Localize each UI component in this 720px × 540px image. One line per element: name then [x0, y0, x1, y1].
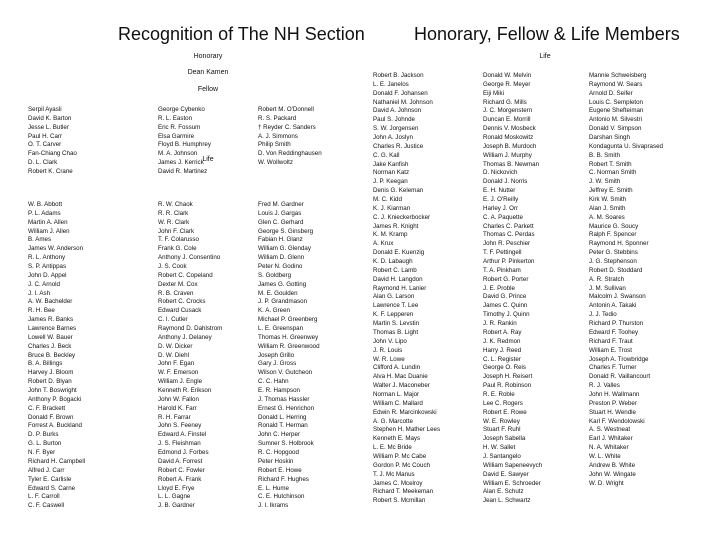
- member-name: George R. Meyer: [483, 80, 531, 88]
- member-name: Martin S. Levstin: [373, 320, 420, 328]
- member-name: J. M. Sullivan: [589, 284, 626, 292]
- member-name: Thomas H. Greenwey: [258, 333, 319, 341]
- member-name: E. H. Nutter: [483, 187, 516, 195]
- member-name: T. F. Pettingell: [483, 249, 522, 257]
- member-name: C. C. Hahn: [258, 378, 289, 386]
- member-name: K. J. Kiarman: [373, 204, 411, 212]
- member-name: John A. Joslyn: [373, 134, 413, 142]
- member-name: R. L. Anthony: [28, 254, 66, 262]
- member-name: Michael P. Greenberg: [258, 316, 318, 324]
- member-name: William P. Mc Cabe: [373, 452, 427, 460]
- member-name: R. B. Craven: [158, 289, 194, 297]
- member-name: Robert M. O'Donnell: [258, 106, 314, 113]
- member-name: O. T. Carver: [28, 141, 62, 149]
- member-name: Edward Cusack: [158, 307, 202, 315]
- member-name: Peter G. Stebbins: [589, 249, 638, 257]
- member-name: John T. Boswright: [28, 387, 77, 395]
- member-name: Sumner S. Holbrook: [258, 440, 314, 448]
- member-name: T. F. Colarusso: [158, 236, 199, 244]
- member-name: T. A. Pinkham: [483, 266, 521, 274]
- member-name: David A. Johnson: [373, 107, 422, 115]
- member-name: Elsa Garmire: [158, 132, 195, 140]
- member-name: Joseph Grillo: [258, 351, 295, 359]
- member-name: Robert C. Crocks: [158, 298, 206, 306]
- member-name: A. M. Soares: [589, 213, 625, 221]
- member-name: J. Santangelo: [483, 452, 521, 460]
- member-name: Charles F. Turner: [589, 364, 637, 372]
- member-name: Richard H. Campbell: [28, 457, 86, 465]
- member-name: David G. Prince: [483, 293, 527, 301]
- life-column-2: [158, 201, 222, 511]
- member-name: W. Wollwoltz: [258, 159, 293, 167]
- member-name: Robert D. Stoddard: [589, 266, 643, 274]
- member-name: Anthony P. Bogacki: [28, 395, 82, 403]
- member-name: Harold K. Farr: [158, 404, 197, 412]
- member-name: C. A. Paquette: [483, 213, 523, 221]
- member-name: Bruce B. Beckley: [28, 351, 76, 359]
- member-name: Eiji Miki: [483, 89, 504, 97]
- member-name: Richard F. Hughes: [258, 475, 309, 483]
- member-name: David K. Barton: [28, 114, 72, 122]
- member-name: Thomas B. Newman: [483, 160, 540, 168]
- member-name: Alan G. Larson: [373, 293, 415, 301]
- member-name: Thomas C. Perdas: [483, 231, 535, 239]
- member-name: R. E. Roble: [483, 390, 515, 398]
- member-name: Ronald Moskowitz: [483, 134, 534, 142]
- member-name: Martin A. Allen: [28, 218, 68, 226]
- member-name: James C. Quinn: [483, 302, 528, 310]
- member-name: Timothy J. Quinn: [483, 311, 530, 319]
- member-name: William Sapeneevych: [483, 461, 543, 469]
- member-name: Harvey J. Bloom: [28, 369, 74, 377]
- member-name: G. L. Burton: [28, 440, 62, 448]
- member-name: Donald V. Simpson: [589, 125, 642, 133]
- member-name: C. I. Cutler: [158, 316, 188, 324]
- member-name: Floyd B. Humphrey: [158, 141, 211, 149]
- member-name: Kirk W. Smith: [589, 196, 627, 204]
- member-name: Antonin A. Takaki: [589, 302, 637, 310]
- member-name: W. R. Lowe: [373, 355, 405, 363]
- member-name: David E. Sawyer: [483, 470, 529, 478]
- honorary-heading: Honorary: [193, 53, 223, 60]
- member-name: Raymond W. Sears: [589, 80, 643, 88]
- member-name: L. F. Carroll: [28, 493, 60, 501]
- member-name: R. L. Easton: [158, 114, 193, 122]
- member-name: William E. Trost: [589, 346, 632, 354]
- member-name: Joseph A. Trowbridge: [589, 355, 649, 363]
- member-name: William D. Glenn: [258, 254, 305, 262]
- member-name: Robert D. Blyan: [28, 378, 72, 386]
- member-name: J. E. Proble: [483, 284, 515, 292]
- member-name: Donald E. Kuenzig: [373, 249, 425, 257]
- member-name: J. S. Cook: [158, 263, 187, 271]
- member-name: B. A. Billings: [28, 360, 63, 368]
- member-name: James J. Kerrick: [158, 159, 204, 167]
- life-column-4: [373, 72, 440, 506]
- member-name: Harry J. Reed: [483, 346, 522, 354]
- member-name: L. E. Greenspan: [258, 325, 304, 333]
- member-name: Robert C. Copeland: [158, 271, 213, 279]
- member-name: Paul R. Robinson: [483, 382, 532, 390]
- member-name: James R. Knight: [373, 222, 419, 230]
- member-name: Karl F. Wendolowski: [589, 417, 645, 425]
- member-name: Donald J. Norris: [483, 178, 528, 186]
- member-name: George S. Ginsberg: [258, 227, 314, 235]
- member-name: Duncan E. Morrill: [483, 116, 531, 124]
- member-name: David R. Martinez: [158, 168, 208, 176]
- member-name: K. D. Labaugh: [373, 258, 413, 266]
- member-name: Mannie Schweisberg: [589, 72, 647, 79]
- member-name: Kenneth R. Erikson: [158, 387, 212, 395]
- member-name: Glen C. Gerhard: [258, 218, 304, 226]
- member-name: R. S. Packard: [258, 114, 297, 122]
- member-name: Norman Katz: [373, 169, 410, 177]
- member-name: Richard P. Thurston: [589, 320, 644, 328]
- member-name: Alva H. Mac Duanie: [373, 373, 428, 381]
- member-name: Charles C. Parkett: [483, 222, 534, 230]
- member-name: W. E. Rowley: [483, 417, 520, 425]
- member-name: John H. Wallmann: [589, 390, 640, 398]
- member-name: P. L. Adams: [28, 209, 61, 217]
- member-name: Joseph B. Murdoch: [483, 142, 537, 150]
- member-name: John F. Clark: [158, 227, 195, 235]
- member-name: S. Goldberg: [258, 271, 292, 279]
- member-name: J. C. Morgenstern: [483, 107, 533, 115]
- member-name: Clifford A. Lundin: [373, 364, 421, 372]
- member-name: Lloyd E. Frye: [158, 484, 195, 492]
- life-column-6: [589, 72, 663, 488]
- member-name: C. J. Knieckerbocker: [373, 213, 431, 221]
- member-name: Robert C. Fowler: [158, 466, 205, 474]
- member-name: Donald R. Vaillancourt: [589, 373, 651, 381]
- member-name: Ronald T. Herman: [258, 422, 308, 430]
- member-name: J. G. Stephenson: [589, 258, 637, 266]
- member-name: Wilson V. Gutcheon: [258, 369, 313, 377]
- member-name: Gordon P. Mc Couch: [373, 461, 430, 469]
- member-name: Serpil Ayasli: [28, 106, 62, 113]
- member-name: Robert K. Crane: [28, 168, 73, 176]
- member-name: Robert A. Ray: [483, 328, 522, 336]
- member-name: Jake Kanfish: [373, 160, 409, 168]
- member-name: E. R. Hampson: [258, 387, 300, 395]
- member-name: Peter Hoskin: [258, 457, 294, 465]
- member-name: John R. Peschier: [483, 240, 531, 248]
- life-label-right: Life: [539, 53, 551, 60]
- member-name: S. W. Jorgensen: [373, 125, 419, 133]
- member-name: W. F. Emerson: [158, 369, 199, 377]
- member-name: Harley J. Orr: [483, 204, 519, 212]
- member-name: Donald W. Melvin: [483, 72, 532, 79]
- member-name: D. Nickovich: [483, 169, 518, 177]
- left-page-title: Recognition of The NH Section: [118, 24, 365, 44]
- member-name: Lawrence T. Lee: [373, 302, 419, 310]
- member-name: R. J. Valles: [589, 382, 620, 390]
- member-name: C. E. Hutchinson: [258, 493, 305, 501]
- member-name: Thomas B. Light: [373, 328, 419, 336]
- member-name: Alan E. Schutz: [483, 488, 524, 496]
- member-name: R. H. Farrar: [158, 413, 191, 421]
- member-name: C. Norman Smith: [589, 169, 637, 177]
- member-name: Denis G. Keleman: [373, 187, 424, 195]
- member-name: Lawrence Barnes: [28, 325, 77, 333]
- member-name: Lowell W. Bauer: [28, 333, 73, 341]
- member-name: Robert T. Smith: [589, 160, 632, 168]
- member-name: J. I. Ikrams: [258, 502, 289, 510]
- member-name: Gary J. Gross: [258, 360, 297, 368]
- member-name: L. E. Mc Bride: [373, 444, 412, 452]
- member-name: L. E. Janelos: [373, 80, 409, 88]
- member-name: D. L. Clark: [28, 159, 58, 167]
- member-name: Alfred J. Carr: [28, 466, 65, 474]
- member-name: J. K. Redmon: [483, 337, 521, 345]
- member-name: R. C. Hopgood: [258, 449, 299, 457]
- member-name: Jeffrey E. Smith: [589, 187, 633, 195]
- member-name: Tyler E. Carlisle: [28, 475, 72, 483]
- member-name: William E. Schroeder: [483, 479, 541, 487]
- member-name: R. W. Chaok: [158, 201, 193, 208]
- member-name: Dexter M. Cox: [158, 280, 198, 288]
- member-name: Raymond H. Lanier: [373, 284, 427, 292]
- member-name: R. H. Bee: [28, 307, 55, 315]
- member-name: William J. Murphy: [483, 151, 532, 159]
- member-name: C. F. Caswell: [28, 502, 65, 510]
- member-name: K. A. Green: [258, 307, 290, 315]
- member-name: Donald F. Brown: [28, 413, 74, 421]
- member-name: Richard G. Mills: [483, 98, 527, 106]
- member-name: James G. Gotting: [258, 280, 307, 288]
- life-column-1: [28, 201, 85, 511]
- member-name: James R. Banks: [28, 316, 74, 324]
- fellow-column-3: [258, 106, 322, 168]
- member-name: Ernest G. Henrichon: [258, 404, 315, 412]
- member-name: Kenneth E. Mays: [373, 435, 421, 443]
- member-name: C. G. Kall: [373, 151, 400, 159]
- fellow-heading: Fellow: [197, 86, 219, 93]
- member-name: W. B. Abbott: [28, 201, 63, 208]
- member-name: David H. Langdon: [373, 275, 423, 283]
- life-heading: Life: [202, 156, 214, 163]
- life-column-3: [258, 201, 320, 511]
- member-name: Donald F. Johansen: [373, 89, 428, 97]
- member-name: Joseph H. Reisert: [483, 373, 533, 381]
- member-name: E. J. O'Reilly: [483, 196, 519, 204]
- member-name: D. W. Dicker: [158, 342, 193, 350]
- member-name: Raymond H. Sponner: [589, 240, 649, 248]
- member-name: Edwin R. Marcinkowski: [373, 408, 437, 416]
- member-name: Andrew B. White: [589, 461, 636, 469]
- member-name: Ralph F. Spencer: [589, 231, 637, 239]
- member-name: John V. Lipo: [373, 337, 407, 345]
- member-name: John F. Egan: [158, 360, 195, 368]
- member-name: Raymond D. Dahlstrom: [158, 325, 223, 333]
- member-name: Peter N. Godino: [258, 263, 303, 271]
- member-name: Paul H. Carr: [28, 132, 63, 140]
- member-name: D. Von Reddinghausen: [258, 150, 322, 158]
- member-name: Edmond J. Forbes: [158, 449, 209, 457]
- member-name: D. P. Burks: [28, 431, 59, 439]
- member-name: M. E. Goulden: [258, 289, 298, 297]
- member-name: John D. Appel: [28, 271, 67, 279]
- member-name: N. A. Whitaker: [589, 444, 629, 452]
- member-name: Paul S. Johnde: [373, 116, 415, 124]
- member-name: K. M. Kramp: [373, 231, 408, 239]
- member-name: Malcolm J. Swanson: [589, 293, 646, 301]
- member-name: Jean L. Schwartz: [483, 497, 531, 505]
- member-name: B. Ames: [28, 236, 52, 244]
- member-name: Robert G. Porter: [483, 275, 529, 283]
- member-name: Arnold D. Seifer: [589, 89, 633, 97]
- member-name: George O. Reis: [483, 364, 526, 372]
- honorary-member: Dean Kamen: [187, 69, 229, 76]
- member-name: Robert S. Mcmillan: [373, 497, 426, 505]
- member-name: Fred M. Gardner: [258, 201, 304, 208]
- member-name: Jesse L. Butler: [28, 123, 69, 131]
- member-name: Stuart F. Ruhl: [483, 426, 521, 434]
- member-name: N. F. Byer: [28, 449, 56, 457]
- member-name: † Reyder C. Sanders: [258, 123, 316, 131]
- member-name: W. L. White: [589, 452, 621, 460]
- member-name: William J. Allen: [28, 227, 70, 235]
- member-name: Edward S. Carne: [28, 484, 76, 492]
- member-name: J. I. Ash: [28, 289, 51, 297]
- member-name: J. R. Rankin: [483, 320, 517, 328]
- member-name: Anthony J. Consentino: [158, 254, 221, 262]
- member-name: Edward F. Toohey: [589, 328, 639, 336]
- member-name: J. S. Fleishman: [158, 440, 201, 448]
- member-name: C. F. Brackett: [28, 404, 66, 412]
- member-name: James C. Mcelroy: [373, 479, 423, 487]
- member-name: Robert E. Howe: [258, 466, 302, 474]
- member-name: William C. Mallard: [373, 399, 423, 407]
- member-name: Frank G. Cole: [158, 245, 197, 253]
- member-name: Eric R. Fossum: [158, 123, 201, 131]
- member-name: Dennis V. Mosbeck: [483, 125, 536, 133]
- member-name: T. J. Mc Manus: [373, 470, 415, 478]
- member-name: Walter J. Maconeber: [373, 382, 430, 390]
- right-page-title: Honorary, Fellow & Life Members: [414, 24, 680, 44]
- member-name: Charles R. Justice: [373, 142, 424, 150]
- member-name: John W. Fallon: [158, 395, 199, 403]
- member-name: Fabian H. Glanz: [258, 236, 303, 244]
- fellow-column-2: [158, 106, 214, 177]
- member-name: Louis C. Sempleton: [589, 98, 643, 106]
- member-name: Maurice G. Soucy: [589, 222, 639, 230]
- member-name: Fan-Chiang Chao: [28, 150, 77, 158]
- member-name: John S. Feeney: [158, 422, 202, 430]
- member-name: M. C. Kidd: [373, 196, 402, 204]
- member-name: M. A. Johnson: [158, 150, 198, 158]
- member-name: S. P. Antippas: [28, 263, 67, 271]
- member-name: Robert E. Rowe: [483, 408, 527, 416]
- member-name: B. B. Smith: [589, 151, 620, 159]
- member-name: L. L. Gagne: [158, 493, 191, 501]
- member-name: Stephen H. Mather Lees: [373, 426, 441, 434]
- member-name: William J. Engle: [158, 378, 203, 386]
- member-name: W. D. Wright: [589, 479, 624, 487]
- member-name: J. P. Keegan: [373, 178, 408, 186]
- member-name: J. R. Louis: [373, 346, 403, 354]
- member-name: Louis J. Gargas: [258, 209, 302, 217]
- member-name: Earl J. Whitaker: [589, 435, 633, 443]
- member-name: Stuart H. Wendle: [589, 408, 637, 416]
- member-name: Nathaniel M. Johnson: [373, 98, 433, 106]
- fellow-column-1: [28, 106, 77, 177]
- member-name: J. P. Grandmason: [258, 298, 308, 306]
- member-name: J. Thomas Hassler: [258, 395, 310, 403]
- member-name: J. C. Arnold: [28, 280, 60, 288]
- member-name: William R. Greenwood: [258, 342, 320, 350]
- member-name: Lee C. Rogers: [483, 399, 523, 407]
- member-name: Anthony J. Delaney: [158, 333, 212, 341]
- member-name: J. B. Gardner: [158, 502, 195, 510]
- member-name: K. F. Lepperen: [373, 311, 414, 319]
- member-name: Joseph Sabella: [483, 435, 526, 443]
- member-name: A. G. Marcotte: [373, 417, 413, 425]
- member-name: Darshan Singh: [589, 134, 630, 142]
- member-name: Preston P. Weber: [589, 399, 637, 407]
- member-name: H. W. Sallet: [483, 444, 516, 452]
- member-name: Alan J. Smith: [589, 204, 626, 212]
- member-name: Donald L. Herring: [258, 413, 307, 421]
- member-name: C. L. Register: [483, 355, 521, 363]
- member-name: A. J. Simmons: [258, 132, 298, 140]
- member-name: Kondagunta U. Sivaprased: [589, 142, 663, 150]
- member-name: William G. Glenday: [258, 245, 311, 253]
- member-name: D. W. Diehl: [158, 351, 189, 359]
- member-name: Charles J. Beck: [28, 342, 72, 350]
- member-name: John C. Herper: [258, 431, 300, 439]
- member-name: Robert C. Lamb: [373, 266, 417, 274]
- member-name: James W. Anderson: [28, 245, 84, 253]
- member-name: David A. Forrest: [158, 457, 203, 465]
- member-name: Robert A. Frank: [158, 475, 202, 483]
- member-name: Arthur P. Pinkerton: [483, 258, 535, 266]
- member-name: R. R. Clark: [158, 209, 189, 217]
- member-name: E. L. Hume: [258, 484, 289, 492]
- member-name: Antonio M. Silvestri: [589, 116, 642, 124]
- member-name: A. Krux: [373, 240, 394, 248]
- life-column-5: [483, 72, 542, 506]
- member-name: John W. Wingate: [589, 470, 636, 478]
- member-name: Philip Smith: [258, 141, 291, 149]
- member-name: Robert B. Jackson: [373, 72, 424, 79]
- member-name: Edward A. Finstel: [158, 431, 207, 439]
- member-name: A. W. Bachelder: [28, 298, 73, 306]
- member-name: Richard T. Meekeman: [373, 488, 434, 496]
- member-name: Forrest A. Buckland: [28, 422, 82, 430]
- member-name: J. W. Smith: [589, 178, 621, 186]
- member-name: W. R. Clark: [158, 218, 190, 226]
- member-name: A. R. Stratch: [589, 275, 625, 283]
- member-name: Richard F. Traut: [589, 337, 633, 345]
- member-name: J. J. Tedio: [589, 311, 617, 319]
- member-name: Eugene Shefteiman: [589, 107, 644, 115]
- member-name: George Cybenko: [158, 106, 205, 113]
- member-name: A. S. Westneat: [589, 426, 631, 434]
- member-name: Norman L. Major: [373, 390, 420, 398]
